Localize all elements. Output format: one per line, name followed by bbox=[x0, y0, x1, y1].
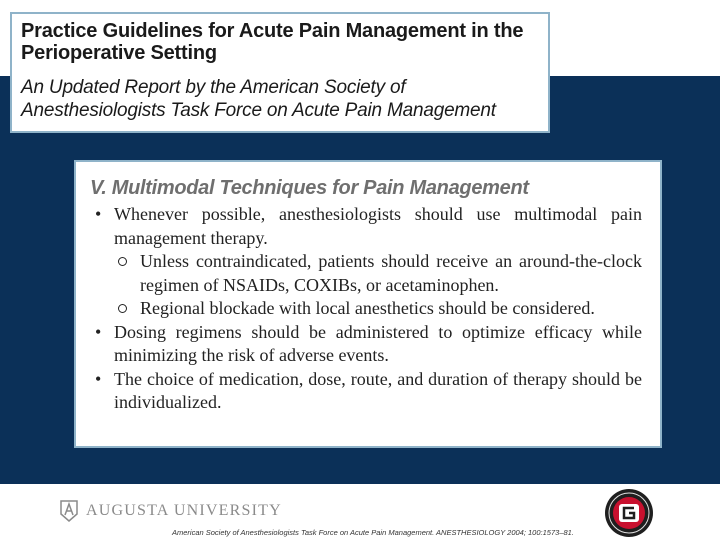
content-card bbox=[74, 160, 662, 448]
sub-bullet-text: Regional blockade with local anesthetics should be considered. bbox=[140, 298, 595, 318]
sub-bullet-item bbox=[114, 297, 642, 321]
bullet-item bbox=[90, 203, 642, 321]
bullet-icon: • bbox=[95, 321, 102, 342]
citation: American Society of Anesthesiologists Task Force on Acute Pain Management. ANESTHESIOLOGY 2004; 100:1573–81. bbox=[172, 528, 574, 537]
sub-bullet-text: Unless contraindicated, patients should receive an around-the-clock regimen of NSAIDs, COXIBs, or acetaminophen. bbox=[140, 251, 642, 295]
bullet-text: Dosing regimens should be administered to optimize efficacy while minimizing the risk of adverse events. bbox=[114, 321, 642, 365]
document-subtitle: An Updated Report by the American Society of Anesthesiologists Task Force on Acute Pain Management bbox=[21, 77, 496, 121]
bullet-icon: • bbox=[95, 368, 102, 389]
augusta-university-shield-icon bbox=[60, 500, 78, 522]
circular-seal-emblem bbox=[604, 488, 654, 538]
circle-bullet-icon bbox=[118, 304, 127, 313]
circle-bullet-icon bbox=[118, 257, 127, 266]
augusta-university-logo bbox=[60, 500, 282, 522]
document-title: Practice Guidelines for Acute Pain Management in the Perioperative Setting bbox=[21, 20, 524, 64]
sub-bullet-list bbox=[114, 250, 642, 321]
university-name: AUGUSTA UNIVERSITY bbox=[86, 502, 282, 519]
bullet-item bbox=[90, 368, 642, 415]
bullet-item bbox=[90, 321, 642, 368]
section-heading: V. Multimodal Techniques for Pain Management bbox=[90, 177, 529, 199]
title-card bbox=[10, 12, 550, 133]
bullet-text: Whenever possible, anesthesiologists should use multimodal pain management therapy. bbox=[114, 204, 642, 248]
bullet-text: The choice of medication, dose, route, and duration of therapy should be individualized. bbox=[114, 368, 642, 412]
bullet-list bbox=[90, 203, 642, 415]
sub-bullet-item bbox=[114, 250, 642, 297]
bullet-icon: • bbox=[95, 204, 102, 224]
